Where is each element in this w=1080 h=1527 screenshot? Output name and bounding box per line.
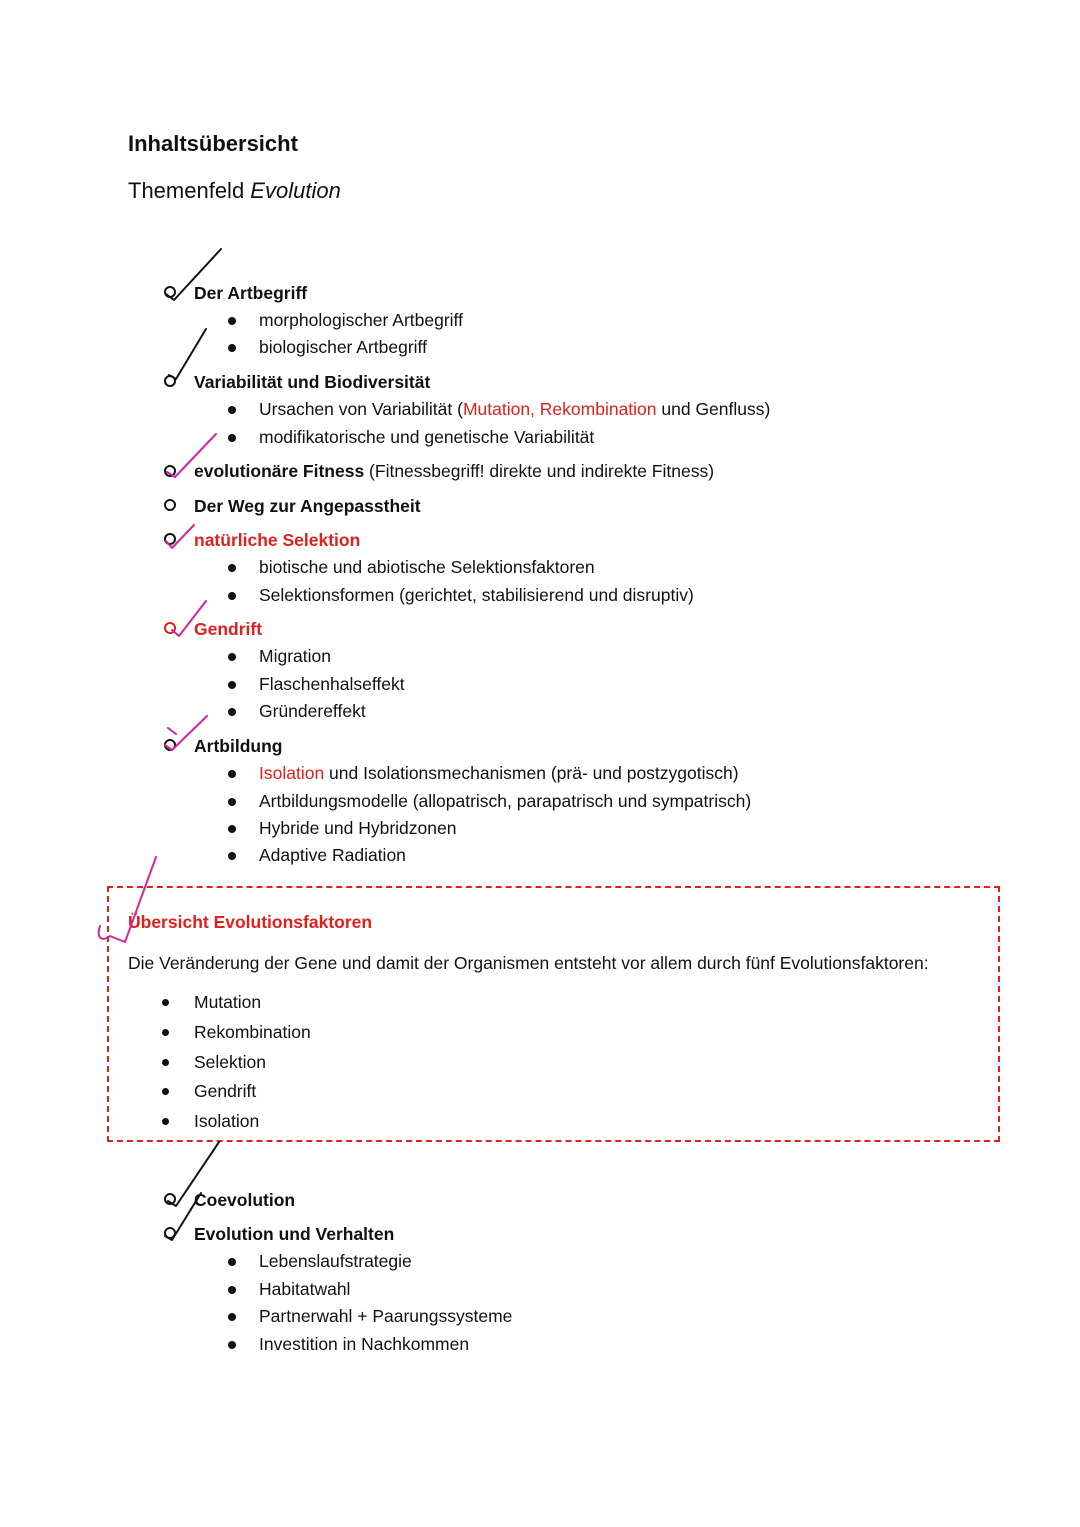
list-item: biotische und abiotische Selektionsfaktoren	[259, 557, 595, 577]
list-item	[259, 399, 770, 420]
list-item: Gendrift	[194, 1081, 257, 1101]
list-item: Selektion	[194, 1052, 266, 1072]
list-item: Lebenslaufstrategie	[259, 1251, 412, 1271]
bullet-icon	[228, 317, 236, 325]
topic-artbegriff: Der Artbegriff	[194, 283, 308, 303]
page-title: Inhaltsübersicht	[128, 131, 298, 156]
circle-marker-icon	[164, 533, 176, 545]
list-item: Migration	[259, 646, 331, 666]
bullet-icon	[228, 1286, 236, 1294]
bullet-icon	[228, 798, 236, 806]
bullet-icon	[228, 653, 236, 661]
bullet-icon	[228, 681, 236, 689]
list-item: Isolation	[194, 1111, 260, 1131]
circle-marker-icon	[164, 375, 176, 387]
list-item: Gründereffekt	[259, 701, 366, 721]
subtitle-emphasis: Evolution	[250, 178, 341, 203]
list-item: Selektionsformen (gerichtet, stabilisierend und disruptiv)	[259, 585, 694, 605]
bullet-icon	[228, 825, 236, 833]
list-item: Mutation	[194, 992, 262, 1012]
bullet-icon	[228, 708, 236, 716]
bullet-icon	[228, 1258, 236, 1266]
list-item: Adaptive Radiation	[259, 845, 406, 865]
circle-marker-icon	[164, 286, 176, 298]
bullet-icon	[162, 1118, 169, 1125]
list-item: biologischer Artbegriff	[259, 337, 427, 357]
circle-marker-icon	[164, 622, 176, 634]
topic-artbildung: Artbildung	[194, 736, 283, 756]
list-item: Partnerwahl + Paarungssysteme	[259, 1306, 513, 1326]
list-item: morphologischer Artbegriff	[259, 310, 463, 330]
circle-marker-icon	[164, 739, 176, 751]
list-item	[259, 763, 739, 784]
bullet-icon	[228, 770, 236, 778]
list-item: Artbildungsmodelle (allopatrisch, parapatrisch und sympatrisch)	[259, 791, 752, 811]
topic-coevolution: Coevolution	[194, 1190, 296, 1210]
list-item: Rekombination	[194, 1022, 311, 1042]
bullet-icon	[162, 1029, 169, 1036]
bullet-icon	[228, 1313, 236, 1321]
text-segment: und Genfluss)	[656, 399, 771, 419]
bullet-icon	[162, 1088, 169, 1095]
topic-angepasstheit: Der Weg zur Angepasstheit	[194, 496, 421, 516]
bullet-icon	[162, 999, 169, 1006]
circle-marker-icon	[164, 499, 176, 511]
text-segment: und Isolationsmechanismen (prä- und postzygotisch)	[324, 763, 739, 783]
topic-fitness-label: evolutionäre Fitness	[194, 461, 365, 481]
circle-marker-icon	[164, 1227, 176, 1239]
bullet-icon	[228, 852, 236, 860]
topic-fitness-note: (Fitnessbegriff! direkte und indirekte Fitness)	[364, 461, 715, 481]
circle-marker-icon	[164, 465, 176, 477]
circle-marker-icon	[164, 1193, 176, 1205]
topic-variabilitaet: Variabilität und Biodiversität	[194, 372, 431, 392]
topic-fitness	[194, 461, 714, 482]
highlight-text: Mutation, Rekombination	[462, 399, 657, 419]
topic-selektion: natürliche Selektion	[194, 530, 361, 550]
topic-gendrift: Gendrift	[194, 619, 263, 639]
bullet-icon	[228, 564, 236, 572]
checkmark-icon	[168, 728, 176, 734]
list-item: Hybride und Hybridzonen	[259, 818, 457, 838]
list-item: modifikatorische und genetische Variabilität	[259, 427, 595, 447]
factors-box-intro: Die Veränderung der Gene und damit der Organismen entsteht vor allem durch fünf Evolutionsfaktoren:	[128, 953, 929, 973]
bullet-icon	[228, 592, 236, 600]
bullet-icon	[228, 434, 236, 442]
bullet-icon	[228, 1341, 236, 1349]
bullet-icon	[162, 1059, 169, 1066]
text-segment: Ursachen von Variabilität (	[259, 399, 463, 419]
list-item: Habitatwahl	[259, 1279, 351, 1299]
topic-verhalten: Evolution und Verhalten	[194, 1224, 395, 1244]
page-subtitle	[128, 178, 341, 204]
list-item: Investition in Nachkommen	[259, 1334, 470, 1354]
bullet-icon	[228, 344, 236, 352]
highlight-text: Isolation	[259, 763, 325, 783]
list-item: Flaschenhalseffekt	[259, 674, 405, 694]
subtitle-prefix: Themenfeld	[128, 178, 251, 203]
bullet-icon	[228, 406, 236, 414]
factors-box-title: Übersicht Evolutionsfaktoren	[128, 912, 373, 932]
